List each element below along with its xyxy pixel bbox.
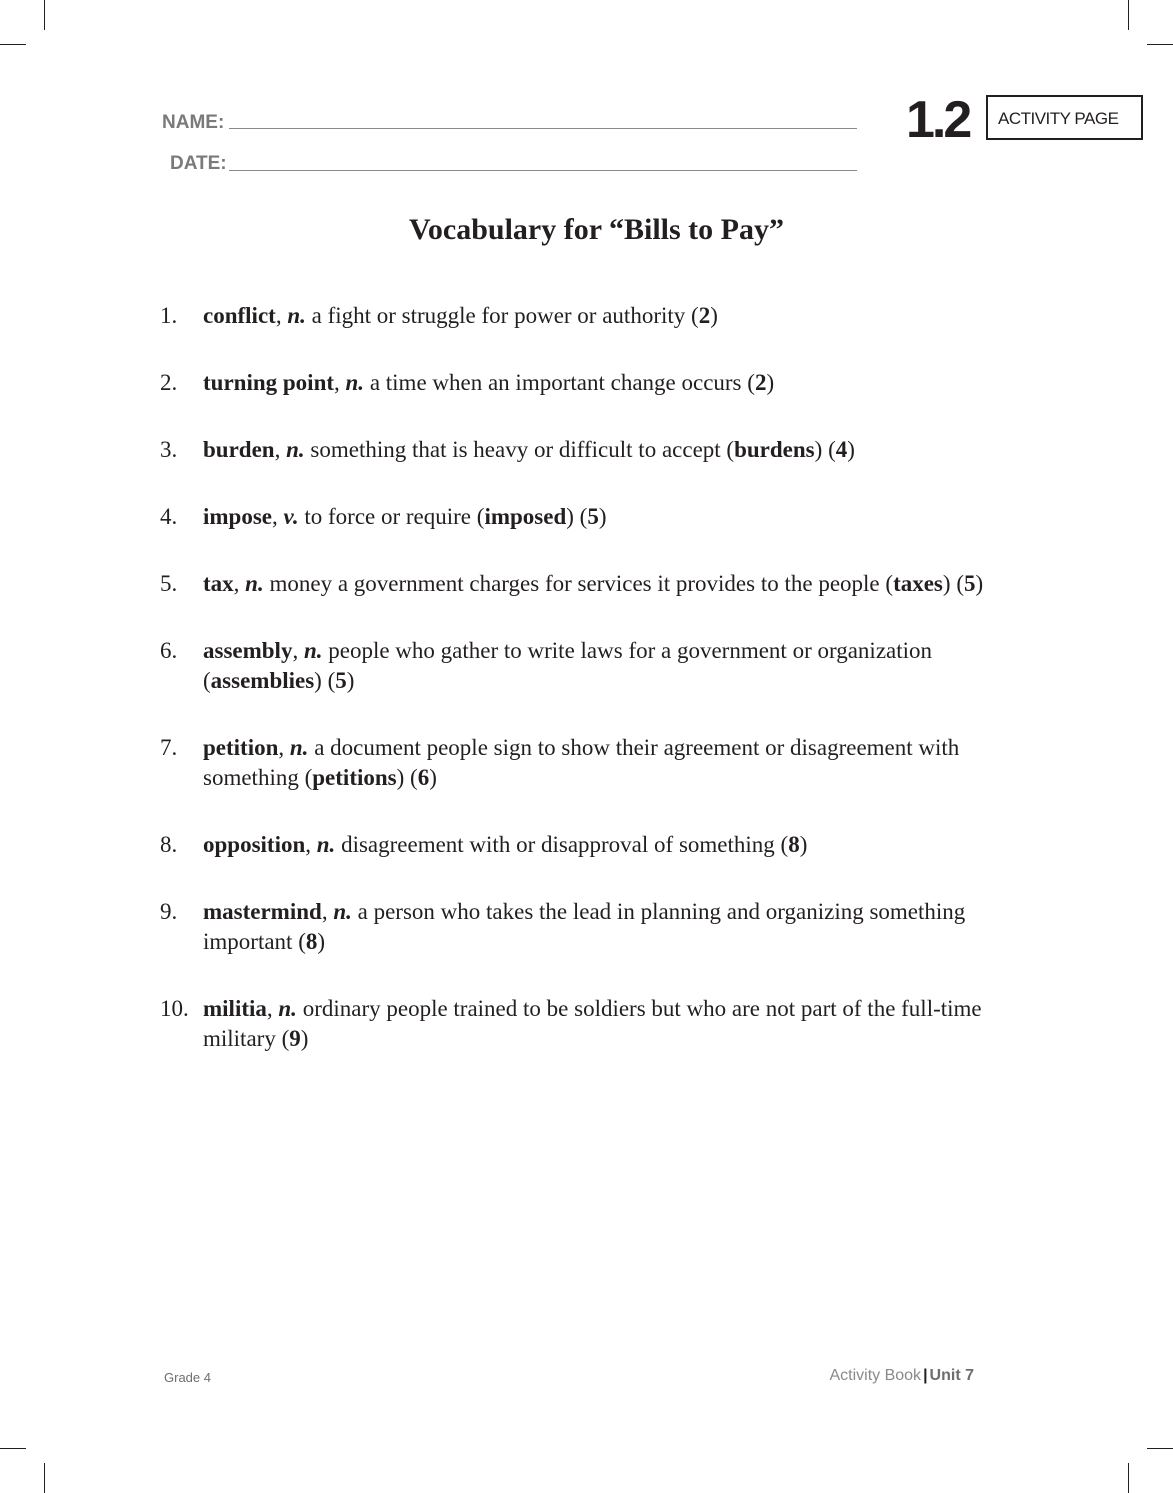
vocabulary-definition: ordinary people trained to be soldiers but who are not part of the full-time military [203,996,982,1051]
part-of-speech: n. [287,303,306,328]
footer-book-info [829,1367,974,1385]
page-reference: 5 [335,668,347,693]
vocabulary-item: 8. opposition, n. disagreement with or disapproval of something (8) [160,830,1040,860]
vocabulary-number: 9. [160,899,178,924]
part-of-speech: v. [283,504,299,529]
vocabulary-list [160,301,1040,1054]
vocabulary-term: mastermind [203,899,322,924]
vocabulary-number: 7. [160,735,178,760]
vocabulary-term: turning point [203,370,335,395]
page-reference: 8 [788,832,800,857]
page-reference: 6 [417,765,430,790]
part-of-speech: n. [245,571,264,596]
part-of-speech: n. [303,638,323,663]
vocabulary-term: opposition [203,832,306,857]
footer-unit: Unit 7 [929,1367,974,1384]
crop-mark [0,1448,26,1449]
page-reference: 2 [698,303,711,328]
crop-mark [1147,1448,1173,1449]
footer-grade: Grade 4 [164,1370,211,1385]
part-of-speech: n. [278,996,297,1021]
vocabulary-definition: a document people sign to show their agreement or disagreement with something [203,735,960,790]
vocabulary-term: conflict [203,303,276,328]
vocabulary-number: 2. [160,370,178,395]
vocabulary-definition: something that is heavy or difficult to accept [310,437,721,462]
vocabulary-definition: a time when an important change occurs [369,370,742,395]
part-of-speech: n. [345,370,365,395]
date-field[interactable] [229,170,857,171]
vocabulary-number: 8. [160,832,178,857]
page-reference: 2 [754,370,767,395]
part-of-speech: n. [289,735,309,760]
vocabulary-number: 6. [160,638,178,663]
activity-page-label: ACTIVITY PAGE [998,109,1119,128]
name-label: NAME: [162,112,225,133]
vocabulary-number: 3. [160,437,178,462]
vocabulary-term: burden [203,437,275,462]
vocabulary-term: impose [203,504,272,529]
vocabulary-definition: money a government charges for services it provides to the people [269,571,880,596]
crop-mark [1147,44,1173,45]
vocabulary-number: 5. [160,571,178,596]
vocabulary-item: 10. militia, n. ordinary people trained to be soldiers but who are not part of the full-time military (9) [160,996,982,1051]
vocabulary-definition: disagreement with or disapproval of something [341,832,775,857]
page-reference: 5 [963,571,976,596]
activity-page-box [986,95,1143,140]
vocabulary-definition: a person who takes the lead in planning and organizing something important [203,899,966,954]
vocabulary-item: 1. conflict, n. a fight or struggle for power or authority (2) [160,301,1040,331]
word-form: taxes [893,571,943,596]
page-reference: 9 [289,1026,301,1051]
date-label: DATE: [170,153,227,174]
page-reference: 5 [587,504,599,529]
page-reference: 4 [835,437,848,462]
part-of-speech: n. [333,899,352,924]
word-form: imposed [484,504,567,529]
crop-mark [44,1463,45,1493]
crop-mark [1128,0,1129,30]
vocabulary-item: 9. mastermind, n. a person who takes the lead in planning and organizing something important (8) [160,899,966,954]
vocabulary-definition: a fight or struggle for power or authority [311,303,686,328]
part-of-speech: n. [286,437,305,462]
vocabulary-term: militia [203,996,267,1021]
vocabulary-item: 2. turning point, n. a time when an important change occurs (2) [160,368,1040,398]
footer-book: Activity Book [829,1367,922,1384]
vocabulary-number: 1. [160,303,178,328]
crop-mark [0,44,26,45]
part-of-speech: n. [316,832,336,857]
vocabulary-item: 3. burden, n. something that is heavy or difficult to accept (burdens) (4) [160,435,1040,465]
vocabulary-term: tax [203,571,234,596]
vocabulary-item: 7. petition, n. a document people sign to show their agreement or disagreement with something (petitions) (6) [160,735,960,790]
word-form: burdens [734,437,815,462]
word-form: petitions [312,765,397,790]
vocabulary-number: 4. [160,504,178,529]
vocabulary-term: petition [203,735,279,760]
vocabulary-item: 5. tax, n. money a government charges for services it provides to the people (taxes) (5) [160,569,1040,599]
vocabulary-item: 6. assembly, n. people who gather to write laws for a government or organization (assemblies) (5) [160,638,933,693]
lesson-number: 1.2 [906,91,970,149]
vocabulary-number: 10. [160,996,189,1021]
vocabulary-definition: to force or require [304,504,472,529]
vocabulary-term: assembly [203,638,293,663]
crop-mark [44,0,45,30]
word-form: assemblies [210,668,315,693]
name-field[interactable] [229,128,857,129]
page-title: Vocabulary for “Bills to Pay” [408,213,784,246]
vocabulary-definition: people who gather to write laws for a government or organization [328,638,933,663]
page-reference: 8 [305,929,318,954]
footer-separator: | [923,1367,928,1384]
vocabulary-item: 4. impose, v. to force or require (imposed) (5) [160,502,1040,532]
crop-mark [1128,1463,1129,1493]
